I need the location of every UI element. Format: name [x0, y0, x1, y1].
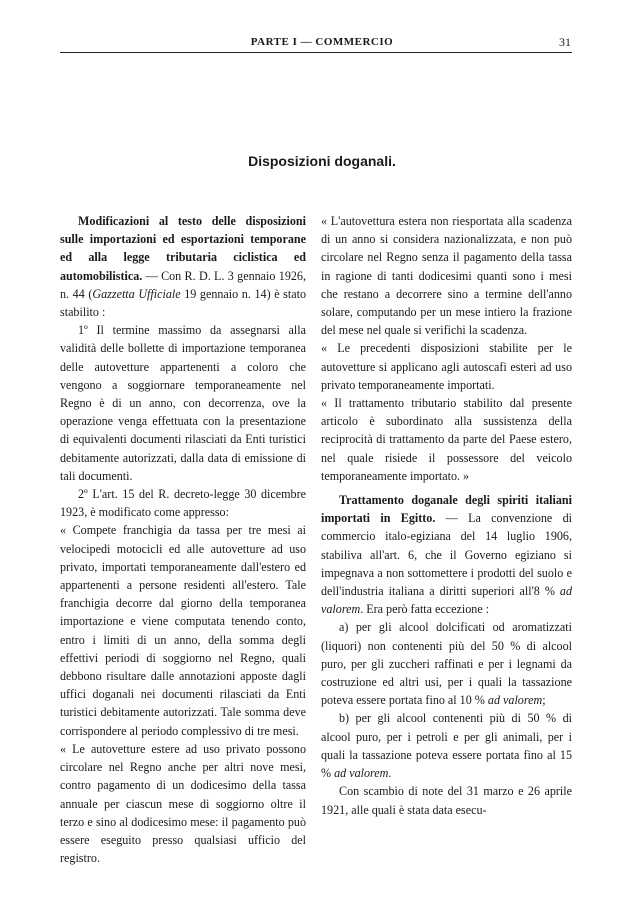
header-rule: [60, 52, 572, 53]
paragraph: « Le precedenti disposizioni stabilite per le autovetture si applicano agli autoscafi esteri ad uso privato temporaneamente importati.: [321, 341, 572, 392]
running-header: PARTE I — COMMERCIO: [250, 36, 394, 48]
article-heading: Modificazioni al testo delle disposizioni sulle importazioni ed esportazioni temporane ed alla legge tributaria ciclistica ed automobilistica.: [60, 214, 306, 283]
page-number: 31: [559, 35, 571, 49]
article-intro: Modificazioni al testo delle disposizioni sulle importazioni ed esportazioni temporane ed alla legge tributaria ciclistica ed automobilistica. — Con R. D. L. 3 gennaio 1926, n. 44 (Gazzetta Ufficiale 19 gennaio n. 14) è stato stabilito :: [60, 214, 306, 320]
paragraph: b) per gli alcool contenenti più di 50 % di alcool puro, per i petroli e per gli animali, per i quali la tassazione poteva essere portata fino al 15 % ad valorem.: [321, 711, 572, 781]
paragraph: « Il trattamento tributario stabilito dal presente articolo è subordinato alla sussistenza della reciprocità di trattamento da parte del Paese estero, nel quale risiede il possessore del veicolo temporaneamente importato. »: [321, 396, 572, 483]
paragraph: a) per gli alcool dolcificati od aromatizzati (liquori) non contenenti più del 50 % di alcool puro, per gli zuccheri raffinati e per i legnami da costruzione ed altri usi, per i quali la tassazione poteva essere portata fino al 10 % ad valorem;: [321, 620, 572, 708]
article-heading: Trattamento doganale degli spiriti italiani importati in Egitto.: [321, 493, 572, 526]
paragraph: « Compete franchigia da tassa per tre mesi ai velocipedi motocicli ed alle autovetture ad uso privato, importati temporaneamente dall'estero ed appartenenti a persone residenti all'estero. Tale franchigia decorre dal giorno della temporanea importazione e viene computata tenendo conto, entro i limiti di un anno, della somma degli effettivi periodi di soggiorno nel Regno, quali debbono risultare dalle annotazioni apposte dagli uffici doganali nei documenti rilasciati da Enti turistici debitamente autorizzati. Tale somma deve corrispondere al periodo complessivo di tre mesi.: [60, 523, 306, 738]
paragraph: 1º Il termine massimo da assegnarsi alla validità delle bollette di importazione temporanea delle autovetture appartenenti a coloro che vengono a soggiornare temporaneamente nel Regno è di un anno, con decorrenza, ove la operazione venga effettuata con la presentazione di equivalenti documenti rilasciati da Enti turistici debitamente autorizzati, dalla data di emissione di tali documenti.: [60, 323, 306, 483]
right-column: [321, 212, 572, 819]
section-title: Disposizioni doganali.: [248, 153, 396, 169]
article-intro: Trattamento doganale degli spiriti italiani importati in Egitto. — La convenzione di commercio italo-egiziana del 14 luglio 1906, stabiliva all'art. 6, che il Governo egiziano si impegnava a non sottomettere i prodotti del suolo e dell'industria italiana a diritti superiori all'8 % ad valorem. Era però fatta eccezione :: [321, 493, 572, 617]
left-column: [60, 212, 306, 867]
paragraph: Con scambio di note del 31 marzo e 26 aprile 1921, alle quali è stata data esecu-: [321, 784, 572, 817]
paragraph: « Le autovetture estere ad uso privato possono circolare nel Regno anche per altri nove mesi, contro pagamento di un dodicesimo della tassa annuale per ciascun mese di soggiorno oltre il terzo e sino al dodicesimo mese: il pagamento può essere eseguito presso qualsiasi ufficio del registro.: [60, 741, 306, 866]
paragraph: « L'autovettura estera non riesportata alla scadenza di un anno si considera nazionalizzata, e non può circolare nel Regno senza il pagamento della tassa in ragione di tanti dodicesimi quanti sono i mesi che restano a decorrere sino a termine dell'anno solare, computando per un mese intiero la frazione del mese nel quale si verifichi la scadenza.: [321, 214, 572, 338]
paragraph: 2º L'art. 15 del R. decreto-legge 30 dicembre 1923, è modificato come appresso:: [60, 487, 306, 520]
